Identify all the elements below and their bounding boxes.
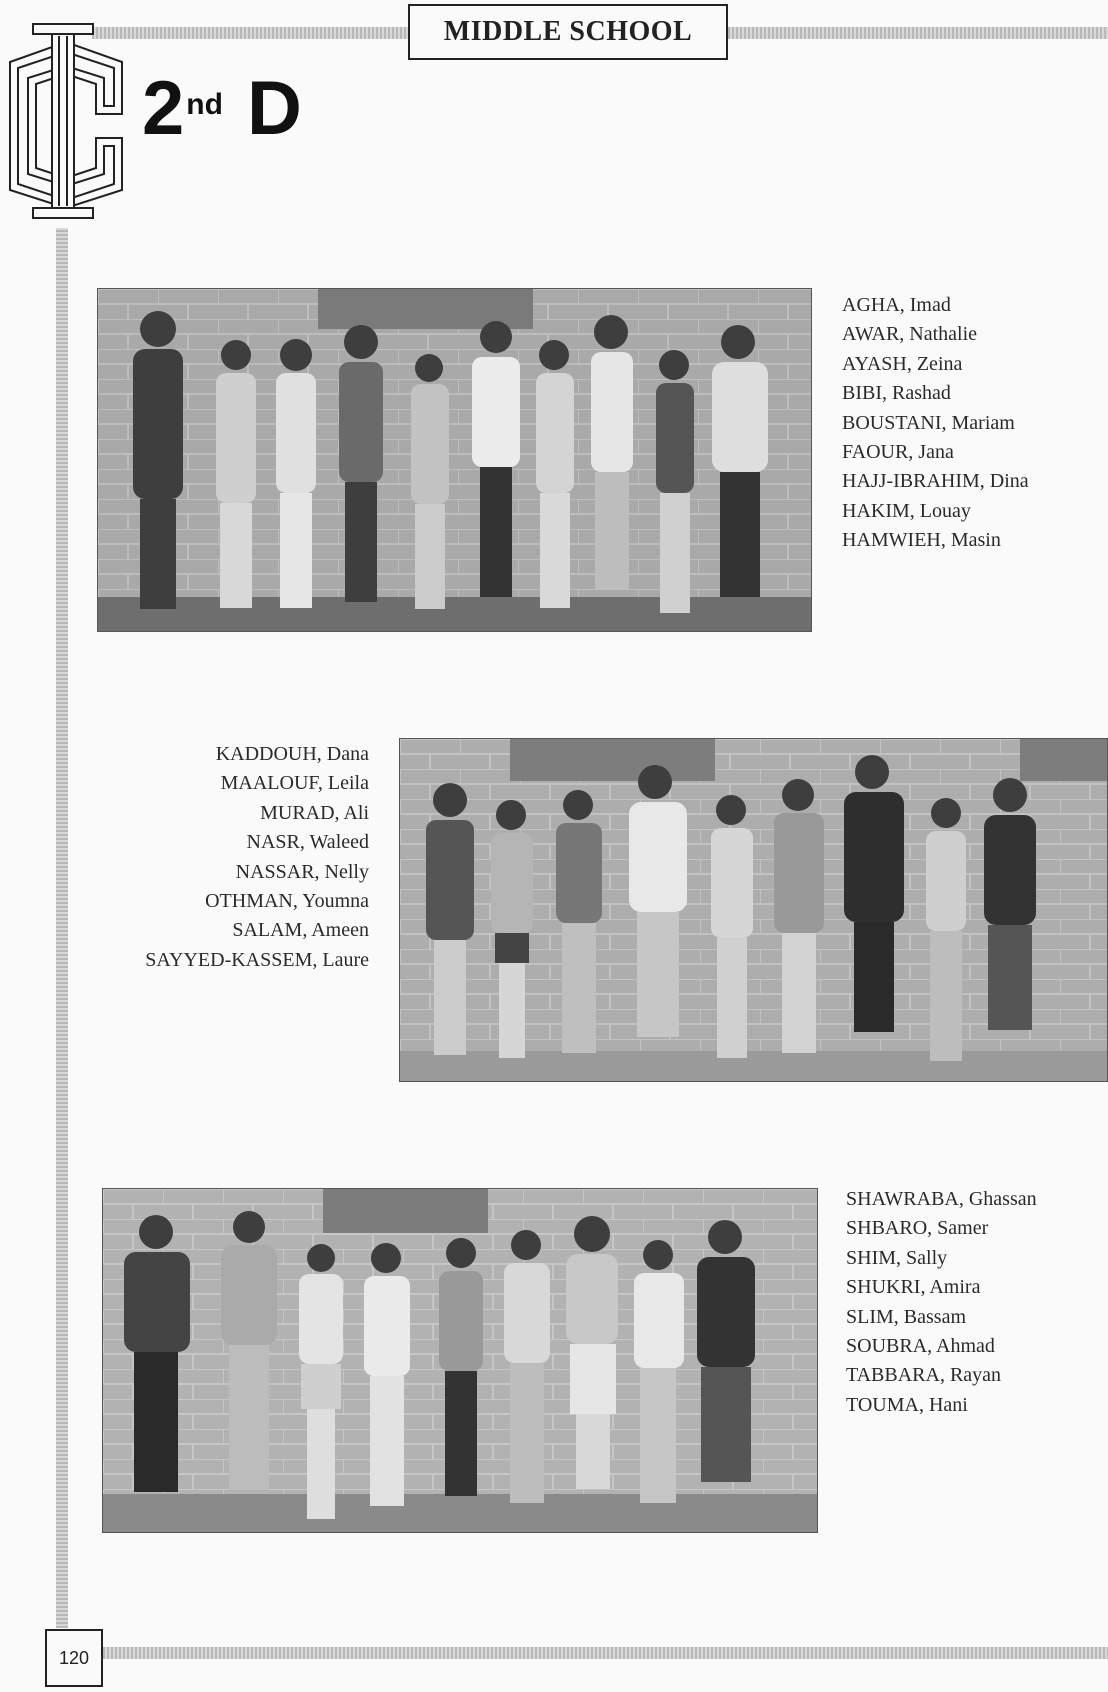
student-name: BIBI, Rashad xyxy=(842,382,951,405)
student-name: TABBARA, Rayan xyxy=(846,1364,1002,1387)
student-name: NASSAR, Nelly xyxy=(235,860,369,883)
student-name: SOUBRA, Ahmad xyxy=(846,1335,995,1358)
class-title xyxy=(142,64,302,154)
student-name: HAMWIEH, Masin xyxy=(842,529,1001,552)
class-photo-3 xyxy=(102,1188,818,1533)
student-name: TOUMA, Hani xyxy=(846,1393,968,1416)
student-name: BOUSTANI, Mariam xyxy=(842,411,1015,434)
student-name: SLIM, Bassam xyxy=(846,1305,966,1328)
student-name: SAYYED-KASSEM, Laure xyxy=(145,948,369,971)
ic-monogram-icon xyxy=(0,22,130,233)
student-name: SHAWRABA, Ghassan xyxy=(846,1188,1037,1210)
student-name: AWAR, Nathalie xyxy=(842,323,978,346)
names-list-3 xyxy=(846,1185,1037,1420)
page-number: 120 xyxy=(58,1647,90,1668)
names-list-1 xyxy=(842,291,1029,556)
bottom-band xyxy=(103,1647,1108,1659)
page-number-box xyxy=(45,1629,103,1687)
student-name: SHIM, Sally xyxy=(846,1246,948,1269)
student-name: AYASH, Zeina xyxy=(842,352,963,375)
student-name: NASR, Waleed xyxy=(246,831,369,854)
student-name: SALAM, Ameen xyxy=(232,919,369,942)
section-header xyxy=(408,4,728,60)
class-section: D xyxy=(246,66,302,151)
student-name: SHUKRI, Amira xyxy=(846,1276,981,1299)
student-name: FAOUR, Jana xyxy=(842,441,954,464)
names-list-2 xyxy=(145,740,369,975)
student-name: HAKIM, Louay xyxy=(842,499,971,522)
class-grade-suffix: nd xyxy=(186,88,223,121)
section-header-label: MIDDLE SCHOOL xyxy=(443,16,693,47)
class-photo-1 xyxy=(97,288,812,632)
student-name: HAJJ-IBRAHIM, Dina xyxy=(842,470,1029,493)
student-name: SHBARO, Samer xyxy=(846,1217,989,1240)
left-vertical-band xyxy=(56,228,68,1628)
student-name: AGHA, Imad xyxy=(842,294,951,316)
class-photo-2 xyxy=(399,738,1108,1082)
student-name: MURAD, Ali xyxy=(260,801,369,824)
student-name: OTHMAN, Youmna xyxy=(205,890,369,913)
class-grade: 2 xyxy=(142,66,185,151)
student-name: MAALOUF, Leila xyxy=(220,772,369,795)
student-name: KADDOUH, Dana xyxy=(215,743,369,765)
